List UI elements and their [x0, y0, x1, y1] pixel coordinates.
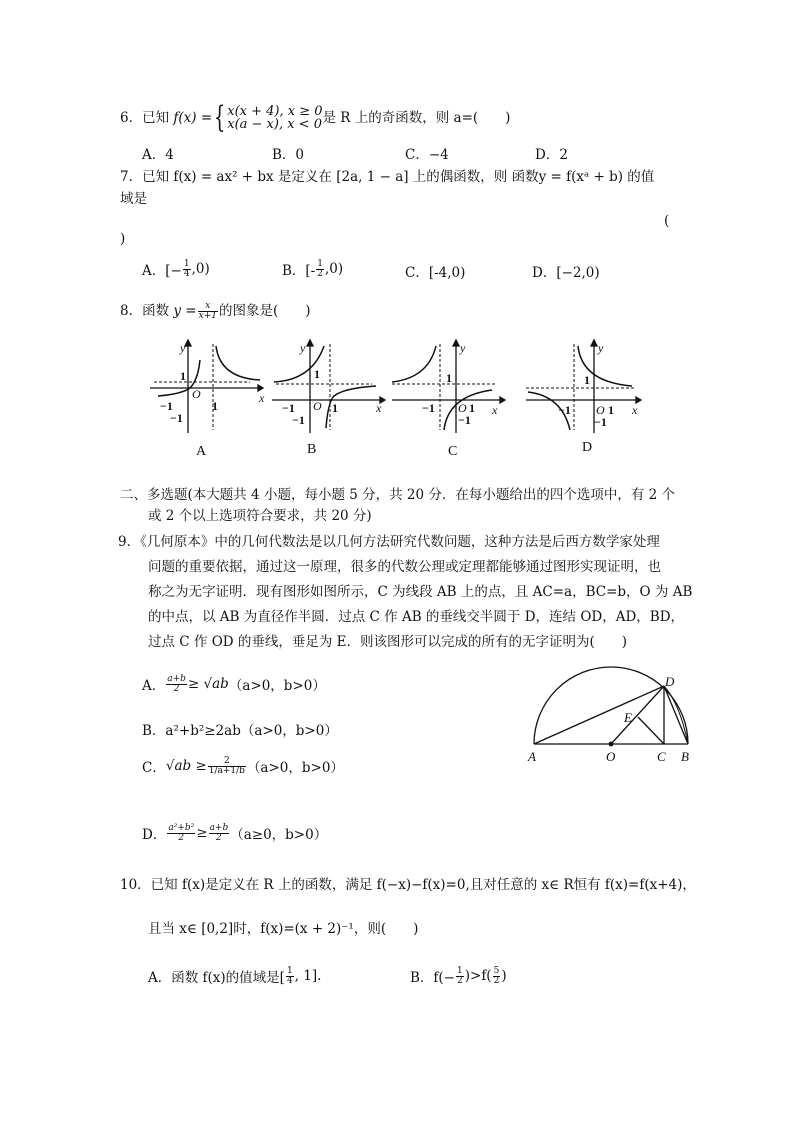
point-a-label: A: [528, 749, 536, 764]
segment-bd: [664, 686, 688, 744]
label-y: y: [180, 341, 186, 355]
q8-y: y =: [173, 303, 197, 319]
point-o-label: O: [606, 749, 616, 764]
curve-branch-right: [216, 346, 260, 380]
q9-c-cond: （a>0，b>0）: [246, 760, 344, 776]
q10-line2: 且当 x∈ [0,2]时，f(x)=(x + 2)⁻¹，则( ): [148, 921, 419, 937]
q7-option-a[interactable]: [142, 259, 210, 279]
label-x: x: [632, 403, 638, 417]
q10-a-frac: [286, 967, 294, 986]
q7-paren-close: ): [120, 231, 126, 247]
q9-option-b[interactable]: [142, 719, 338, 739]
q7-option-b[interactable]: [282, 259, 343, 279]
q9-line2: 问题的重要依据，通过这一原理，很多的代数公理或定理都能够通过图形实现证明，也: [148, 559, 661, 575]
label-one-x: 1: [332, 401, 338, 415]
q9-d-frac1: [167, 824, 195, 843]
q9-d-num2: a+b: [209, 822, 229, 833]
q9-a-num: a+b: [167, 673, 186, 684]
q8-stem: [120, 300, 311, 322]
q9-d-den1: 2: [178, 832, 185, 843]
label-neg-one-x: −1: [558, 403, 571, 417]
label-x: x: [492, 403, 498, 417]
q7-b-den: 2: [317, 268, 323, 279]
q9-d-rel: ≥: [196, 825, 208, 841]
label-y: y: [460, 341, 466, 355]
q9-d-den2: 2: [216, 832, 222, 843]
q10-b-pre: B．f(−: [410, 970, 455, 986]
q9-d-cond: （a≥0，b>0）: [230, 827, 328, 843]
q10-line1: 10．已知 f(x)是定义在 R 上的函数，满足 f(−x)−f(x)=0,且对任意的 x∈ R恒有 f(x)=f(x+4)，: [120, 877, 696, 893]
q9-a-rel: ≥ √ab: [187, 676, 229, 692]
center-point-o: [609, 742, 614, 747]
q6-option-a[interactable]: A．4: [142, 147, 174, 163]
q7-a-tail: ,0): [191, 261, 210, 277]
q10-option-a[interactable]: [148, 966, 321, 986]
x-arrow-icon: [500, 397, 505, 403]
q7-a-den: 4: [183, 268, 190, 279]
q9-option-a[interactable]: [142, 674, 326, 694]
q10-b-den2: 2: [493, 975, 500, 986]
q8-label-a: A: [196, 444, 207, 459]
q9-b-label: B．: [142, 723, 166, 739]
label-y: y: [598, 341, 604, 355]
q10-b-frac2: [493, 967, 501, 986]
q9-semicircle-figure: [520, 664, 700, 768]
label-neg-one-x: −1: [422, 401, 435, 415]
q9-option-d[interactable]: [142, 823, 327, 843]
q8-label-d: D: [582, 440, 593, 455]
q9-a-frac: [166, 675, 187, 694]
q9-c-num: 2: [208, 757, 246, 767]
q7-option-d[interactable]: D．[−2,0): [532, 265, 600, 281]
q7-option-c[interactable]: C．[-4,0): [405, 265, 466, 281]
label-neg-one-y: −1: [170, 411, 183, 425]
q6-case2: x(a − x), x < 0: [227, 117, 322, 132]
q9-a-label: A．: [142, 678, 166, 694]
q9-d-label: D．: [142, 827, 167, 843]
q10-a-den: 4: [286, 975, 293, 986]
q6-option-c[interactable]: C．−4: [405, 147, 449, 163]
point-d-label: D: [665, 674, 675, 689]
q9-d-num1: a²+b²: [168, 822, 195, 833]
point-c-label: C: [657, 749, 666, 764]
q10-b-post: ): [501, 968, 507, 984]
q10-option-b[interactable]: [410, 966, 507, 986]
label-one-x: 1: [212, 399, 218, 413]
q7-option-a-label: A．[−: [142, 263, 182, 279]
q10-b-frac1: [456, 967, 464, 986]
q6-tail: 是 R 上的奇函数，则 a=( ): [322, 110, 511, 126]
label-o: O: [313, 399, 322, 413]
label-o: O: [192, 387, 201, 401]
y-arrow-icon: [185, 340, 191, 346]
q7-option-a-frac: [183, 260, 191, 279]
q7-b-tail: ,0): [324, 261, 344, 277]
q8-graph-a[interactable]: [150, 338, 265, 433]
y-arrow-icon: [307, 340, 313, 346]
q8-graph-d[interactable]: [522, 338, 647, 433]
q9-c-den: 1/a+1/b: [208, 765, 245, 776]
q9-a-cond: （a>0，b>0）: [228, 678, 326, 694]
q9-b-text: a²+b²≥2ab（a>0，b>0）: [165, 723, 338, 739]
q7-paren-open: (: [664, 213, 670, 229]
section2-line1: 二、多选题(本大题共 4 小题，每小题 5 分，共 20 分．在每小题给出的四个选项中，有 2 个: [120, 487, 676, 503]
q8-graph-b[interactable]: [272, 338, 387, 433]
point-e-label: E: [624, 710, 632, 725]
q6-option-b[interactable]: B．0: [272, 147, 305, 163]
q8-post: 的图象是( ): [218, 303, 311, 319]
q10-b-num2: 5: [493, 965, 500, 976]
segment-ce: [638, 717, 664, 744]
q8-label-b: B: [307, 442, 317, 457]
label-neg-one-x: −1: [282, 401, 295, 415]
q7-line1: 7．已知 f(x) = ax² + bx 是定义在 [2a, 1 − a] 上的偶函数，则 函数y = f(xᵃ + b) 的值: [120, 169, 655, 185]
q8-frac-num: x: [198, 302, 218, 312]
q6-number: 6．已知: [120, 110, 170, 126]
q8-frac-den: x+1: [198, 310, 217, 321]
label-one-x: 1: [469, 401, 475, 415]
label-one: 1: [314, 367, 320, 381]
label-neg-one-y: −1: [594, 415, 607, 429]
q9-line3: 称之为无字证明．现有图形如图所示，C 为线段 AB 上的点，且 AC=a，BC=b，O 为 AB: [148, 584, 693, 600]
q9-c-frac: [208, 757, 246, 776]
q7-a-num: 1: [183, 258, 190, 269]
label-one: 1: [180, 369, 186, 383]
q9-c-label: C．: [142, 760, 166, 776]
label-y: y: [300, 341, 306, 355]
q7-b-num: 1: [317, 258, 323, 269]
label-x: x: [259, 391, 265, 405]
label-neg-one-y: −1: [292, 413, 305, 427]
label-one: 1: [584, 373, 590, 387]
q9-a-den: 2: [173, 683, 180, 694]
curve-branch-left: [392, 346, 436, 382]
label-o: O: [596, 403, 605, 417]
segment-ad: [534, 686, 664, 744]
q10-a-num: 1: [286, 965, 293, 976]
q8-pre: 8．函数: [120, 303, 170, 319]
q7-option-b-label: B．[-: [282, 263, 316, 279]
q9-line4: 的中点，以 AB 为直径作半圆．过点 C 作 AB 的垂线交半圆于 D，连结 OD，AD，BD，: [148, 609, 685, 625]
q10-b-mid: )>f(: [464, 968, 492, 984]
q10-b-den1: 2: [457, 975, 463, 986]
label-one-x: 1: [608, 403, 614, 417]
point-b-label: B: [681, 749, 689, 764]
q6-stem: [120, 100, 511, 135]
q9-option-c[interactable]: [142, 756, 344, 776]
q6-option-d[interactable]: D．2: [535, 147, 568, 163]
q9-line1: 9．《几何原本》中的几何代数法是以几何方法研究代数问题，这种方法是后西方数学家处理: [118, 534, 660, 550]
q10-a-post: , 1].: [294, 968, 322, 984]
q9-d-frac2: [209, 824, 230, 843]
q6-fx: f(x) =: [173, 110, 213, 126]
label-neg-one-y: −1: [458, 413, 471, 427]
q10-b-num1: 1: [457, 965, 463, 976]
q7-option-b-frac: [316, 260, 324, 279]
section2-line2: 或 2 个以上选项符合要求，共 20 分): [148, 508, 372, 524]
q9-line5: 过点 C 作 OD 的垂线，垂足为 E．则该图形可以完成的所有的无字证明为( ): [148, 634, 628, 650]
q6-case1: x(x + 4), x ≥ 0: [227, 104, 323, 119]
q8-graph-c[interactable]: [388, 338, 508, 433]
q6-piecewise: [227, 105, 322, 131]
q10-a-pre: A．函数 f(x)的值域是[: [148, 970, 285, 986]
q8-label-c: C: [448, 444, 458, 459]
label-x: x: [376, 401, 382, 415]
left-brace-icon: {: [213, 100, 226, 135]
y-arrow-icon: [453, 340, 459, 346]
label-neg-one-x: −1: [160, 399, 173, 413]
y-arrow-icon: [591, 340, 597, 346]
label-o: O: [458, 401, 467, 415]
q9-c-lhs: √ab ≥: [165, 758, 207, 774]
q7-line2: 域是: [120, 191, 147, 207]
q8-frac: [198, 302, 218, 321]
label-one: 1: [446, 371, 452, 385]
